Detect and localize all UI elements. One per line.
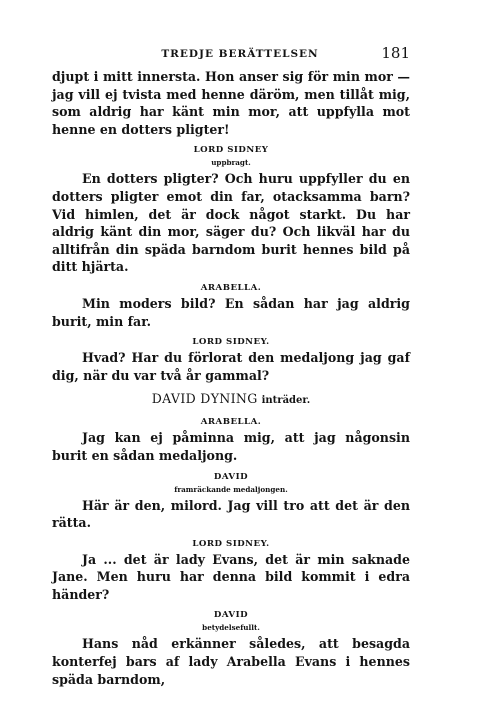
running-title: TREDJE BERÄTTELSEN: [161, 48, 319, 60]
speech-paragraph: Ja ... det är lady Evans, det är min saknade Jane. Men huru har denna bild kommit i edra händer?: [52, 551, 410, 602]
entrant-name: DAVID DYNING: [151, 391, 258, 407]
speaker-lord-sidney: LORD SIDNEY.: [192, 337, 270, 348]
stage-direction: framräckande medaljongen.: [174, 484, 288, 494]
entrant-action: inträder.: [261, 395, 311, 407]
speech-paragraph: Hvad? Har du förlorat den medaljong jag gaf dig, när du var två år gammal?: [52, 350, 410, 383]
speaker-david: DAVID: [213, 610, 249, 621]
entrance-direction: [52, 390, 410, 410]
page-header: [0, 44, 480, 64]
speech-paragraph: En dotters pligter? Och huru uppfyller du en dotters pligter emot din far, otacksamma barn? Vid himlen, det är dock något starkt. Du har aldrig känt din mor, säger du? Och likväl har du alltifrån din späda barndom burit hennes bild på ditt hjärta.: [52, 171, 410, 275]
speaker-arabella: ARABELLA.: [200, 282, 262, 293]
speech-paragraph: Jag kan ej påminna mig, att jag någonsin burit en sådan medaljong.: [52, 430, 410, 463]
speech-paragraph: Här är den, milord. Jag vill tro att det är den rätta.: [52, 497, 410, 531]
speaker-david: DAVID: [213, 471, 249, 482]
stage-direction: betydelsefullt.: [202, 623, 260, 633]
speaker-lord-sidney: LORD SIDNEY: [193, 145, 269, 156]
paragraph-continuation: djupt i mitt innersta. Hon anser sig för min mor — jag vill ej tvista med henne däröm, men tillåt mig, som aldrig har känt min mor, att uppfylla mot henne en dotters pligter!: [52, 69, 410, 137]
speaker-lord-sidney: LORD SIDNEY.: [192, 538, 270, 549]
stage-direction: uppbragt.: [211, 158, 251, 168]
speech-paragraph: Min moders bild? En sådan har jag aldrig burit, min far.: [52, 295, 410, 329]
page-number: 181: [381, 44, 410, 62]
body-text: [52, 68, 410, 688]
speech-paragraph: Hans nåd erkänner således, att besagda konterfej bars af lady Arabella Evans i hennes späda barndom,: [52, 636, 410, 687]
speaker-arabella: ARABELLA.: [200, 417, 262, 428]
